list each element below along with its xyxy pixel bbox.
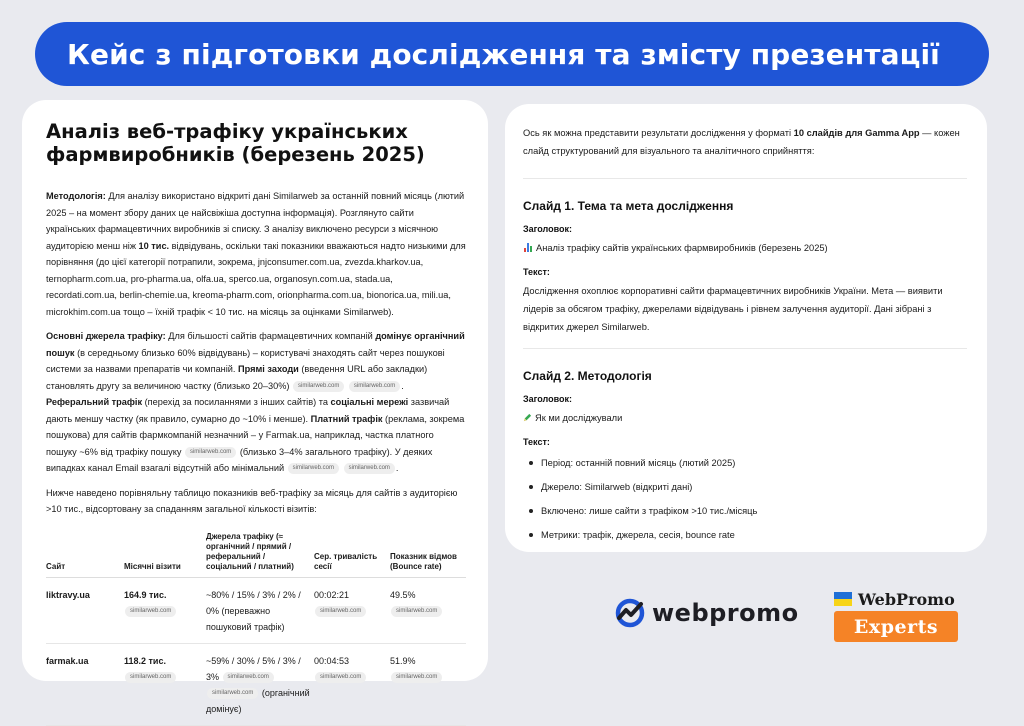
col-header-site: Сайт bbox=[46, 561, 66, 571]
traffic-table bbox=[46, 532, 466, 726]
header-banner bbox=[35, 22, 989, 86]
duration-cell: 00:04:53 similarweb.com bbox=[314, 643, 390, 725]
col-header-duration: Сер. тривалість сесії bbox=[314, 551, 378, 571]
divider bbox=[523, 348, 967, 349]
webpromo-wordmark: webpromo bbox=[652, 599, 799, 627]
source-tag[interactable]: similarweb.com bbox=[125, 672, 176, 683]
slide-2-heading: Як ми досліджували bbox=[523, 409, 967, 427]
sources-label: Основні джерела трафіку: bbox=[46, 331, 166, 341]
source-tag[interactable]: similarweb.com bbox=[223, 672, 274, 683]
list-item: Включено: лише сайти з трафіком >10 тис./місяць bbox=[523, 504, 967, 518]
slides-intro: Ось як можна представити результати дослідження у форматі 10 слайдів для Gamma App — кожен слайд структурований для візуального та аналітичного сприйняття: bbox=[523, 128, 960, 156]
source-tag[interactable]: similarweb.com bbox=[293, 381, 344, 392]
page-title: Кейс з підготовки дослідження та змісту презентації bbox=[67, 37, 940, 71]
methodology-paragraph: Методологія: Для аналізу використано відкриті дані Similarweb за останній повний місяць (лютий 2025 – на момент збору даних це найсвіжіша доступна інформація). Розглянуто сайти українських фармацевтичних виробників зі списку. З аналізу виключено ресурси з місячною аудиторією менш ніж 10 тис. відвідувань, оскільки такі показники вважаються надто низькими для порівняння (до цієї категорії потрапили, зокрема, jnjconsumer.com.ua, zvezda.kharkov.ua, ternopharm.com.ua, pro-pharma.ua, olfa.ua, sperco.ua, organosyn.com.ua, stada.ua, recordati.com.ua, berlin-chemie.ua, kreoma-pharm.com, orionpharma.com.ua, bionorica.ua, mili.ua, microkhim.com.ua тощо – їхній трафік < 10 тис. на місяць за оцінками Similarweb). bbox=[46, 191, 466, 317]
table-intro: Нижче наведено порівняльну таблицю показників веб-трафіку за місяць для сайтів з аудиторією >10 тис., відсортовану за спаданням загальної кількості візитів: bbox=[46, 487, 458, 514]
table-row bbox=[46, 643, 466, 725]
table-row bbox=[46, 577, 466, 643]
source-tag[interactable]: similarweb.com bbox=[207, 688, 258, 699]
methodology-label: Методологія: bbox=[46, 191, 106, 201]
table-header-row bbox=[46, 532, 466, 578]
webpromo-mark-icon bbox=[615, 598, 645, 628]
site-cell: liktravy.ua bbox=[46, 589, 90, 600]
experts-badge: Experts bbox=[834, 611, 958, 642]
webpromo-name: WebPromo bbox=[858, 589, 955, 609]
source-tag[interactable]: similarweb.com bbox=[315, 672, 366, 683]
source-tag[interactable]: similarweb.com bbox=[185, 447, 236, 458]
list-item: Джерело: Similarweb (відкриті дані) bbox=[523, 480, 967, 494]
text-label: Текст: bbox=[523, 267, 550, 277]
visits-cell: 118.2 тис. similarweb.com bbox=[124, 643, 206, 725]
analysis-title: Аналіз веб-трафіку українських фармвиробників (березень 2025) bbox=[46, 120, 425, 166]
col-header-bounce: Показник відмов (Bounce rate) bbox=[390, 551, 457, 571]
slide-2-title: Слайд 2. Методологія bbox=[523, 369, 652, 383]
bar-chart-icon bbox=[523, 243, 533, 252]
source-tag[interactable]: similarweb.com bbox=[344, 463, 395, 474]
col-header-sources: Джерела трафіку (≈ органічний / прямий / реферальний / соціальний / платний) bbox=[206, 531, 294, 571]
list-item: Період: останній повний місяць (лютий 2025) bbox=[523, 456, 967, 470]
site-cell: farmak.ua bbox=[46, 655, 89, 666]
bounce-cell: 51.9% similarweb.com bbox=[390, 643, 466, 725]
heading-label: Заголовок: bbox=[523, 224, 573, 234]
ukraine-flag-icon bbox=[834, 592, 852, 606]
methodology-list bbox=[523, 456, 967, 542]
webpromo-logo bbox=[615, 598, 799, 628]
source-tag[interactable]: similarweb.com bbox=[125, 606, 176, 617]
traffic-sources-paragraph: Основні джерела трафіку: Для більшості сайтів фармацевтичних компаній домінує органічний пошук (в середньому близько 60% відвідувань) – користувачі знаходять сайт через пошукові системи за назвами препаратів чи компаній. Прямі заходи (введення URL або закладки) становлять другу за величиною частку (близько 20–30%) similarweb.com similarweb.com . Реферальний трафік (перехід за посиланнями з інших сайтів) та соціальні мережі зазвичай дають меншу частку (як правило, сумарно до ~10% і менше). Платний трафік (реклама, зокрема пошукова) для сайтів фармкомпаній незначний – у Farmak.ua, наприклад, частка платного пошуку ~6% від трафіку пошуку similarweb.com (близько 3–4% загального трафіку). У деяких випадках канал Email взагалі відсутній або мінімальний similarweb.com similarweb.com . bbox=[46, 331, 465, 473]
source-tag[interactable]: similarweb.com bbox=[315, 606, 366, 617]
slide-2-section bbox=[523, 369, 967, 542]
bounce-cell: 49.5% similarweb.com bbox=[390, 577, 466, 643]
duration-cell: 00:02:21 similarweb.com bbox=[314, 577, 390, 643]
slide-1-heading: Аналіз трафіку сайтів українських фармвиробників (березень 2025) bbox=[523, 239, 967, 257]
webpromo-experts-logo bbox=[834, 589, 958, 642]
source-tag[interactable]: similarweb.com bbox=[288, 463, 339, 474]
source-tag[interactable]: similarweb.com bbox=[391, 672, 442, 683]
list-item: Метрики: трафік, джерела, сесія, bounce rate bbox=[523, 528, 967, 542]
slide-1-title: Слайд 1. Тема та мета дослідження bbox=[523, 199, 734, 213]
slide-1-section bbox=[523, 199, 967, 336]
slides-outline-card bbox=[505, 104, 987, 552]
source-tag[interactable]: similarweb.com bbox=[391, 606, 442, 617]
sources-cell: ~59% / 30% / 5% / 3% / 3% similarweb.com similarweb.com (органічний домінує) bbox=[206, 655, 310, 714]
source-tag[interactable]: similarweb.com bbox=[349, 381, 400, 392]
text-label: Текст: bbox=[523, 437, 550, 447]
visits-cell: 164.9 тис. similarweb.com bbox=[124, 577, 206, 643]
divider bbox=[523, 178, 967, 179]
sources-cell: ~80% / 15% / 3% / 2% / 0% (переважно пошуковий трафік) bbox=[206, 589, 301, 632]
traffic-analysis-card bbox=[22, 100, 488, 714]
slide-1-text: Дослідження охоплює корпоративні сайти фармацевтичних виробників України. Мета — виявити лідерів за обсягом трафіку, джерелами відвідувань і рівнем залучення аудиторії. Дані зібрані з відкритих джерел Similarweb. bbox=[523, 286, 943, 332]
col-header-visits: Місячні візити bbox=[124, 561, 181, 571]
heading-label: Заголовок: bbox=[523, 394, 573, 404]
pencil-icon bbox=[523, 410, 532, 419]
